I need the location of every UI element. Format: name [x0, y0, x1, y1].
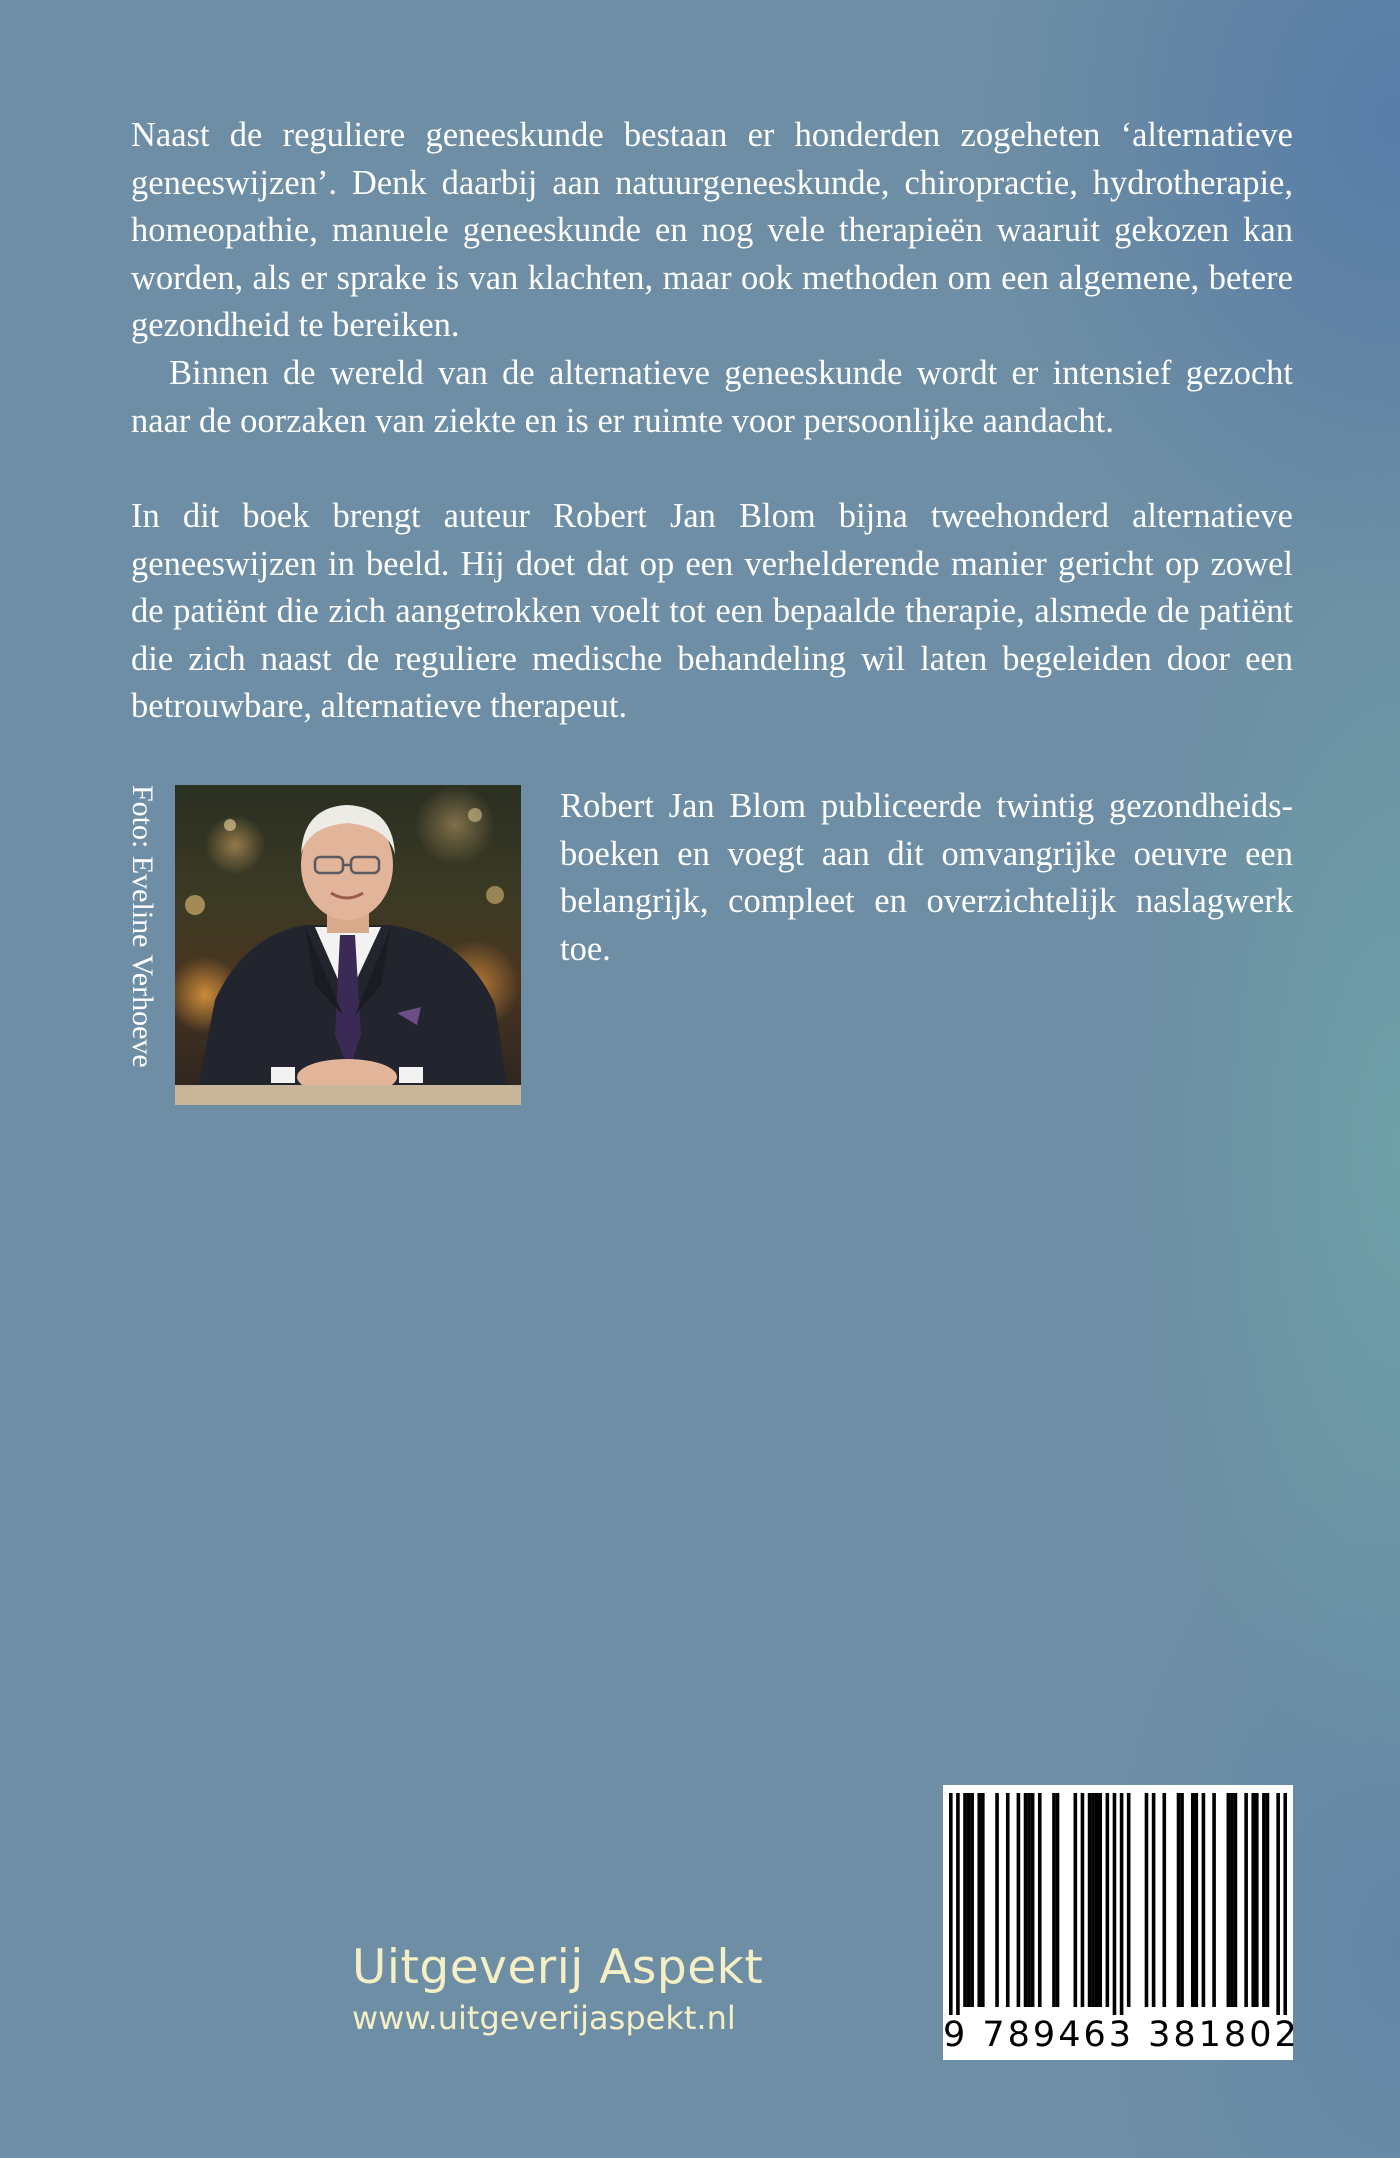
- barcode-bar: [1283, 1793, 1287, 2015]
- barcode-bar: [1145, 1793, 1149, 2007]
- barcode-bar: [977, 1793, 981, 2007]
- barcode-bar: [1180, 1793, 1184, 2007]
- barcode-bar: [1017, 1793, 1021, 2007]
- barcode-bar: [1052, 1793, 1056, 2007]
- isbn-barcode: [943, 1785, 1300, 2060]
- barcode-bar: [1106, 1793, 1110, 2007]
- barcode-bar: [1191, 1793, 1195, 2007]
- barcode-bar: [949, 1793, 953, 2015]
- author-photo: [175, 785, 521, 1105]
- barcode-bar: [1113, 1793, 1117, 2015]
- barcode-bar: [1162, 1793, 1166, 2007]
- barcode-bar: [1227, 1793, 1231, 2007]
- barcode-digits: 9 789463 381802: [943, 2015, 1300, 2055]
- barcode-bar: [1091, 1793, 1095, 2007]
- barcode-bar: [956, 1793, 960, 2015]
- barcode-bar: [963, 1793, 967, 2007]
- blurb-paragraph-2: Binnen de wereld van de alternatieve geneeskunde wordt er intensief gezocht naar de oorzaken van ziekte en is er ruimte voor persoonlijke aandacht.: [131, 354, 1293, 440]
- barcode-bar: [1024, 1793, 1028, 2007]
- author-bio: Robert Jan Blom publiceerde twintig gezondheidsboeken en voegt aan dit omvangrijke oeuvre een belangrijk, compleet en overzichtelijk naslagwerk toe.: [560, 787, 1293, 968]
- barcode-bar: [1202, 1793, 1206, 2007]
- barcode-bar: [1276, 1793, 1280, 2015]
- barcode-bar: [1194, 1793, 1198, 2007]
- blurb-paragraph-1: Naast de reguliere geneeskunde bestaan er honderden zogeheten ‘alternatieve geneeswijzen’. Denk daarbij aan natuurgeneeskunde, chiropractie, hydrotherapie, homeopathie, manuele geneeskunde en nog vele therapieën waaruit gekozen kan worden, als er sprake is van klachten, maar ook methoden om een algemene, betere gezondheid te bereiken.: [131, 116, 1293, 344]
- barcode-bar: [1262, 1793, 1266, 2007]
- barcode-bars: [949, 1793, 1287, 2015]
- barcode-bar: [1038, 1793, 1042, 2007]
- blurb-paragraph-3: In dit boek brengt auteur Robert Jan Blom bijna tweehonderd alternatieve geneeswijzen in beeld. Hij doet dat op een verhelderende manier gericht op zowel de patiënt die zich aangetrokken voelt tot een bepaalde therapie, alsmede de patiënt die zich naast de reguliere medische behandeling wil laten begeleiden door een betrouwbare, alternatieve therapeut.: [131, 497, 1293, 725]
- barcode-bar: [1266, 1793, 1270, 2007]
- barcode-bar: [1006, 1793, 1010, 2007]
- barcode-bar: [1127, 1793, 1131, 2007]
- barcode-bar: [1074, 1793, 1078, 2007]
- barcode-bar: [1234, 1793, 1238, 2007]
- barcode-bar: [1031, 1793, 1035, 2007]
- publisher-name: Uitgeverij Aspekt: [352, 1940, 764, 1995]
- barcode-bar: [1251, 1793, 1255, 2007]
- barcode-bar: [1212, 1793, 1216, 2007]
- barcode-bar: [981, 1793, 985, 2007]
- photo-credit: Foto: Eveline Verhoeve: [126, 785, 159, 1068]
- barcode-bar: [995, 1793, 999, 2007]
- barcode-bar: [1081, 1793, 1085, 2007]
- barcode-bar: [1152, 1793, 1156, 2007]
- barcode-bar: [1255, 1793, 1259, 2007]
- barcode-bar: [1027, 1793, 1031, 2007]
- barcode-bar: [1098, 1793, 1102, 2007]
- barcode-bar: [1120, 1793, 1124, 2015]
- barcode-bar: [970, 1793, 974, 2007]
- barcode-bar: [1177, 1793, 1181, 2007]
- publisher-block: [352, 1940, 763, 2040]
- barcode-bar: [1244, 1793, 1248, 2007]
- barcode-bar: [1088, 1793, 1092, 2007]
- barcode-bar: [1230, 1793, 1234, 2007]
- barcode-bar: [967, 1793, 971, 2007]
- barcode-bar: [1056, 1793, 1060, 2007]
- barcode-bar: [1095, 1793, 1099, 2007]
- publisher-url: www.uitgeverijaspekt.nl: [352, 1999, 736, 2037]
